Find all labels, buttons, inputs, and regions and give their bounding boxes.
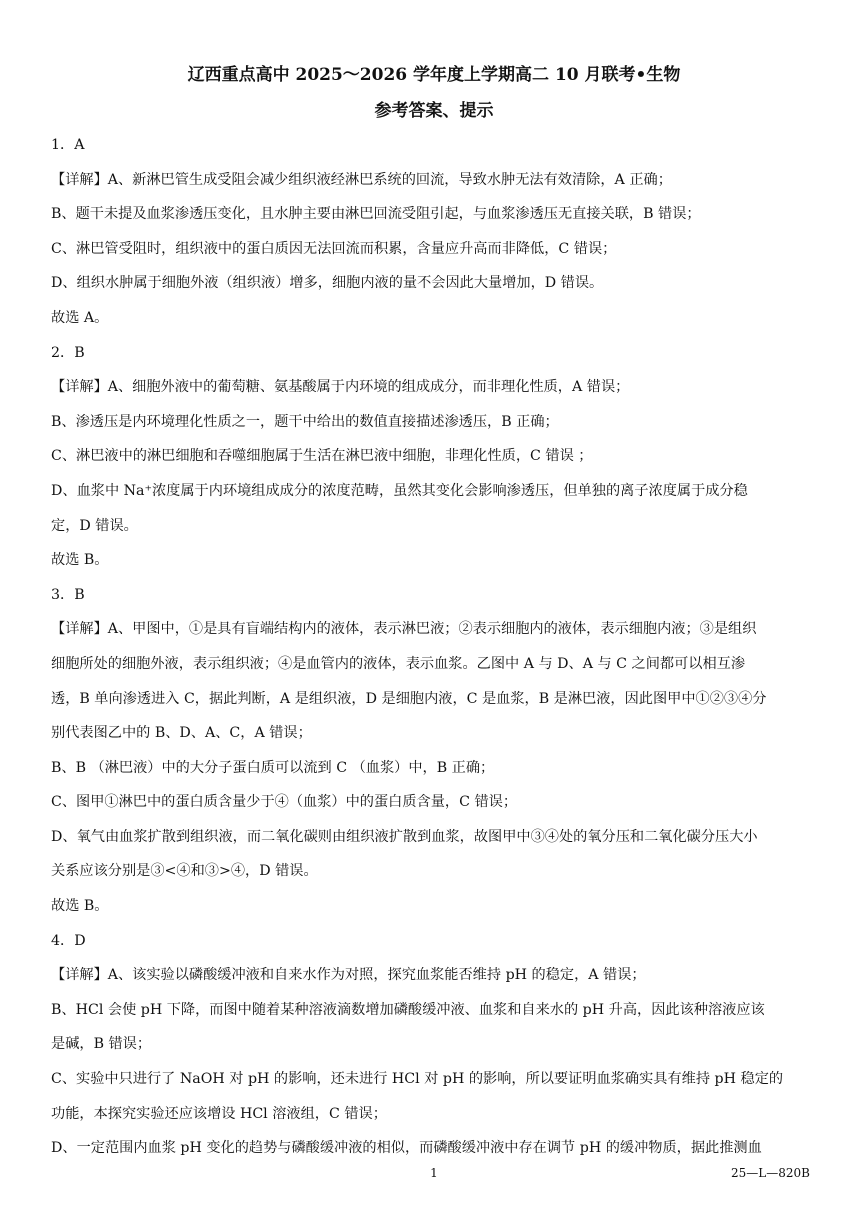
text-line: 【详解】A、该实验以磷酸缓冲液和自来水作为对照，探究血浆能否维持 pH 的稳定，A 错误；	[51, 967, 646, 984]
text-line: 透，B 单向渗透进入 C，据此判断，A 是组织液，D 是细胞内液，C 是血浆，B 是淋巴液，因此图甲中①②③④分	[51, 690, 767, 707]
page-title: 辽西重点高中 2025～2026 学年度上学期高二 10 月联考•生物	[187, 65, 681, 85]
text-line: 1．A	[51, 137, 85, 153]
page-number: 1	[430, 1166, 438, 1180]
text-line: 故选 B。	[51, 898, 109, 915]
text-line: 3．B	[51, 586, 85, 603]
text-line: 2．B	[51, 344, 85, 361]
text-line: 故选 B。	[51, 552, 109, 569]
text-line: 是碱，B 错误；	[51, 1036, 152, 1053]
answer-content	[51, 128, 823, 1166]
text-line: 细胞所处的细胞外液，表示组织液；④是血管内的液体，表示血浆。乙图中 A 与 D、A 与 C 之间都可以相互渗	[51, 655, 746, 672]
text-line: 别代表图乙中的 B、D、A、C，A 错误；	[51, 725, 312, 742]
text-line: 定，D 错误。	[51, 517, 138, 534]
text-line: 【详解】A、新淋巴管生成受阻会减少组织液经淋巴系统的回流，导致水肿无法有效清除，A 正确；	[51, 171, 672, 188]
text-line: 【详解】A、细胞外液中的葡萄糖、氨基酸属于内环境的组成成分，而非理化性质，A 错误；	[51, 379, 630, 396]
text-line: D、组织水肿属于细胞外液（组织液）增多，细胞内液的量不会因此大量增加，D 错误。	[51, 275, 604, 292]
text-line: B、B （淋巴液）中的大分子蛋白质可以流到 C （血浆）中，B 正确；	[51, 759, 495, 776]
text-line: 关系应该分别是③<④和③>④，D 错误。	[51, 863, 318, 880]
exam-code: 25—L—820B	[731, 1166, 810, 1180]
text-line: D、一定范围内血浆 pH 变化的趋势与磷酸缓冲液的相似，而磷酸缓冲液中存在调节 pH 的缓冲物质，据此推测血	[51, 1140, 762, 1157]
text-line: C、淋巴液中的淋巴细胞和吞噬细胞属于生活在淋巴液中细胞，非理化性质，C 错误 ；	[51, 448, 593, 465]
text-line: C、图甲①淋巴中的蛋白质含量少于④（血浆）中的蛋白质含量，C 错误；	[51, 794, 518, 811]
text-line: 故选 A。	[51, 309, 109, 326]
text-line: B、题干未提及血浆渗透压变化，且水肿主要由淋巴回流受阻引起，与血浆渗透压无直接关联，B 错误；	[51, 206, 701, 223]
text-line: 功能，本探究实验还应该增设 HCl 溶液组，C 错误；	[51, 1105, 387, 1122]
text-line: 4．D	[51, 932, 86, 949]
text-line: B、渗透压是内环境理化性质之一，题干中给出的数值直接描述渗透压，B 正确；	[51, 413, 559, 430]
text-line: B、HCl 会使 pH 下降，而图中随着某种溶液滴数增加磷酸缓冲液、血浆和自来水的 pH 升高，因此该种溶液应该	[51, 1001, 765, 1018]
text-line: D、血浆中 Na⁺浓度属于内环境组成成分的浓度范畴，虽然其变化会影响渗透压，但单独的离子浓度属于成分稳	[51, 482, 748, 499]
text-line: 【详解】A、甲图中，①是具有盲端结构内的液体，表示淋巴液；②表示细胞内的液体，表示细胞内液；③是组织	[51, 621, 757, 638]
page-subtitle: 参考答案、提示	[374, 101, 494, 121]
text-line: C、实验中只进行了 NaOH 对 pH 的影响，还未进行 HCl 对 pH 的影响，所以要证明血浆确实具有维持 pH 稳定的	[51, 1071, 784, 1088]
text-line: D、氧气由血浆扩散到组织液，而二氧化碳则由组织液扩散到血浆，故图甲中③④处的氧分压和二氧化碳分压大小	[51, 828, 758, 845]
text-line: C、淋巴管受阻时，组织液中的蛋白质因无法回流而积累，含量应升高而非降低，C 错误；	[51, 240, 617, 257]
